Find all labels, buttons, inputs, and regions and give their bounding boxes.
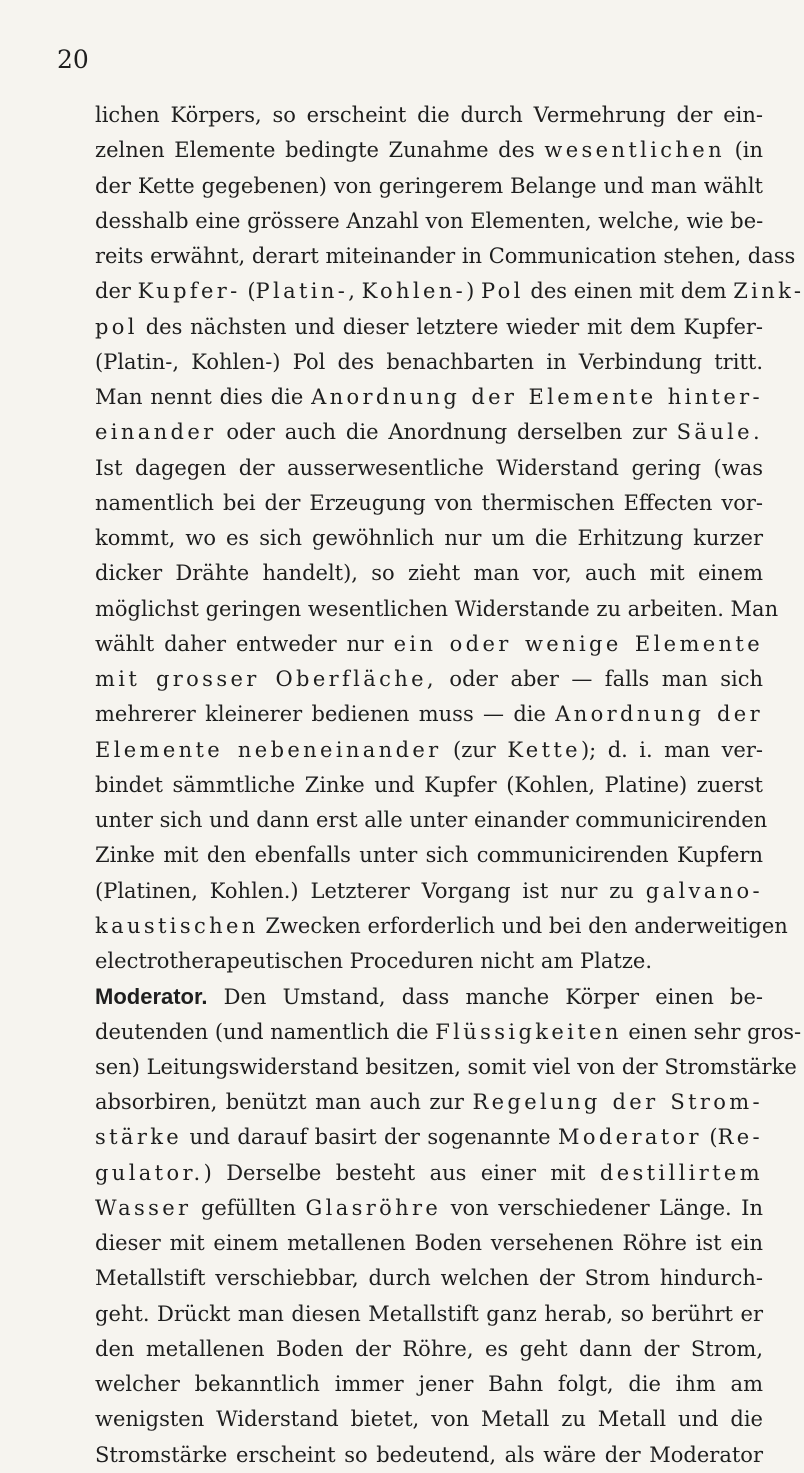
text-line xyxy=(95,768,763,803)
text-run: Zwecken erforderlich und bei den anderweitigen xyxy=(258,913,788,938)
text-line xyxy=(95,415,763,450)
text-run: (Platinen, Kohlen.) Letzterer Vorgang ist nur zu xyxy=(95,878,646,903)
text-line xyxy=(95,98,763,133)
text-run: ) Derselbe besteht aus einer mit xyxy=(203,1160,600,1185)
text-run: (in xyxy=(724,138,763,163)
text-line xyxy=(95,803,768,838)
spaced-emphasis: galvano- xyxy=(645,878,763,903)
text-line xyxy=(95,1050,797,1085)
text-run: von verschiedener Länge. In xyxy=(441,1195,763,1220)
text-run: oder aber — falls man sich xyxy=(436,667,763,691)
text-line xyxy=(95,1015,802,1050)
text-run: ); d. i. man ver- xyxy=(580,737,763,762)
text-run: wählt daher entweder nur xyxy=(95,631,394,656)
spaced-emphasis: Kohlen- xyxy=(361,279,467,304)
text-run: ( xyxy=(240,279,256,304)
text-line xyxy=(95,1226,763,1261)
text-run: Metallstift verschiebbar, durch welchen der Strom hindurch- xyxy=(95,1266,763,1291)
text-run: electrotherapeutischen Proceduren nicht am Platze. xyxy=(95,949,653,973)
spaced-emphasis: Glasröhre xyxy=(305,1195,442,1220)
text-line xyxy=(95,556,763,591)
text-run: Man nennt dies die xyxy=(95,385,312,409)
text-run: unter sich und dann erst alle unter einander communicirenden xyxy=(95,808,768,832)
text-run: des einen mit dem xyxy=(523,279,734,304)
text-line xyxy=(95,204,763,239)
text-line xyxy=(95,627,763,662)
text-run: absorbiren, benützt man auch zur xyxy=(95,1090,473,1114)
text-run: kommt, wo es sich gewöhnlich nur um die Erhitzung kurzer xyxy=(95,526,763,550)
text-line xyxy=(95,1297,763,1332)
text-line xyxy=(95,733,763,768)
text-line xyxy=(95,521,763,556)
text-run: möglichst geringen wesentlichen Widerstande zu arbeiten. Man xyxy=(95,596,779,621)
text-run: der xyxy=(95,279,138,304)
spaced-emphasis: ein oder wenige Elemente xyxy=(393,631,764,656)
text-line xyxy=(95,838,763,873)
spaced-emphasis: kaustischen xyxy=(95,913,259,938)
spaced-emphasis: destillirtem xyxy=(599,1160,763,1185)
text-line xyxy=(95,944,763,979)
text-run: bindet sämmtliche Zinke und Kupfer (Kohlen, Platine) zuerst xyxy=(95,772,763,797)
text-run: sen) Leitungswiderstand besitzen, somit viel von der Stromstärke xyxy=(95,1054,797,1079)
text-line xyxy=(95,345,763,380)
text-run: mehrerer kleinerer bedienen muss — die xyxy=(95,702,556,727)
text-line xyxy=(95,697,763,732)
text-run: desshalb eine grössere Anzahl von Elementen, welche, wie be- xyxy=(95,208,764,233)
spaced-emphasis: wesentlichen xyxy=(544,138,725,163)
text-run: und darauf basirt der sogenannte xyxy=(182,1125,559,1150)
text-line xyxy=(95,874,763,909)
spaced-emphasis: mit grosser Oberfläche, xyxy=(95,667,437,691)
spaced-emphasis: Kupfer- xyxy=(137,279,241,304)
text-line xyxy=(95,592,779,627)
spaced-emphasis: Anordnung der Elemente hinter- xyxy=(311,385,763,409)
spaced-emphasis: Flüssigkeiten xyxy=(435,1019,622,1044)
text-run: deutenden (und namentlich die xyxy=(95,1019,436,1044)
spaced-emphasis: Pol xyxy=(481,279,524,304)
spaced-emphasis: Regelung der Strom- xyxy=(472,1090,764,1114)
text-run: Den Umstand, dass manche Körper einen be- xyxy=(207,985,763,1010)
text-line xyxy=(95,1261,763,1296)
text-line xyxy=(95,486,763,521)
text-run: Ist dagegen der ausserwesentliche Widerstand gering (was xyxy=(95,455,763,480)
text-run: (Platin-, Kohlen-) Pol des benachbarten in Verbindung tritt. xyxy=(95,349,763,374)
section-heading: Moderator. xyxy=(95,984,208,1010)
text-line xyxy=(95,1191,763,1226)
text-line xyxy=(95,239,796,274)
text-run: einen sehr gros- xyxy=(621,1019,802,1044)
text-line xyxy=(95,1367,763,1402)
text-line xyxy=(95,133,763,168)
text-run: lichen Körpers, so erscheint die durch Vermehrung der ein- xyxy=(95,103,763,127)
text-run: dieser mit einem metallenen Boden versehenen Röhre ist ein xyxy=(95,1231,763,1255)
text-run: zelnen Elemente bedingte Zunahme des xyxy=(95,138,545,163)
text-run: geht. Drückt man diesen Metallstift ganz herab, so berührt er xyxy=(95,1301,763,1326)
text-run: gefüllten xyxy=(191,1195,306,1220)
text-run: oder auch die Anordnung derselben zur xyxy=(216,420,677,445)
text-run: , xyxy=(348,279,362,304)
text-line xyxy=(95,1332,763,1367)
spaced-emphasis: Kette xyxy=(507,737,581,762)
text-run: reits erwähnt, derart miteinander in Communication stehen, dass xyxy=(95,244,796,268)
text-run: Stromstärke erscheint so bedeutend, als wäre der Moderator xyxy=(95,1442,763,1467)
text-line xyxy=(95,1402,763,1437)
text-line xyxy=(95,380,763,415)
spaced-emphasis: einander xyxy=(95,420,217,445)
body-text xyxy=(95,98,804,1473)
text-line xyxy=(95,979,763,1014)
text-line xyxy=(95,310,763,345)
text-line xyxy=(95,451,763,486)
spaced-emphasis: stärke xyxy=(95,1125,183,1150)
text-line xyxy=(95,662,763,697)
text-line xyxy=(95,1085,763,1120)
spaced-emphasis: Moderator xyxy=(558,1125,702,1150)
text-run: (zur xyxy=(441,737,508,762)
spaced-emphasis: Säule. xyxy=(676,420,763,445)
spaced-emphasis: Zink- xyxy=(733,279,804,304)
text-run: der Kette gegebenen) von geringerem Belange und man wählt xyxy=(95,173,763,198)
spaced-emphasis: Anordnung der xyxy=(555,702,763,727)
spaced-emphasis: Wasser xyxy=(95,1195,192,1220)
text-run: ) xyxy=(466,279,482,304)
text-line xyxy=(95,1156,763,1191)
text-run: ( xyxy=(701,1125,718,1150)
text-line xyxy=(95,169,763,204)
spaced-emphasis: Platin- xyxy=(255,279,349,304)
text-run: des nächsten und dieser letztere wieder mit dem Kupfer- xyxy=(137,314,763,339)
text-run: den metallenen Boden der Röhre, es geht dann der Strom, xyxy=(95,1336,763,1361)
page-number: 20 xyxy=(57,45,89,74)
spaced-emphasis: Re- xyxy=(717,1125,763,1150)
text-line xyxy=(95,1120,763,1155)
spaced-emphasis: Elemente nebeneinander xyxy=(95,737,442,762)
text-run: wenigsten Widerstand bietet, von Metall zu Metall und die xyxy=(95,1407,763,1432)
text-line xyxy=(95,274,804,309)
text-line xyxy=(95,909,788,944)
text-run: Zinke mit den ebenfalls unter sich communicirenden Kupfern xyxy=(95,843,763,868)
text-run: welcher bekanntlich immer jener Bahn folgt, die ihm am xyxy=(95,1372,763,1396)
text-run: namentlich bei der Erzeugung von thermischen Effecten vor- xyxy=(95,490,763,515)
spaced-emphasis: gulator. xyxy=(95,1160,204,1185)
text-run: dicker Drähte handelt), so zieht man vor, auch mit einem xyxy=(95,561,763,586)
text-line xyxy=(95,1438,763,1473)
spaced-emphasis: pol xyxy=(95,314,138,339)
